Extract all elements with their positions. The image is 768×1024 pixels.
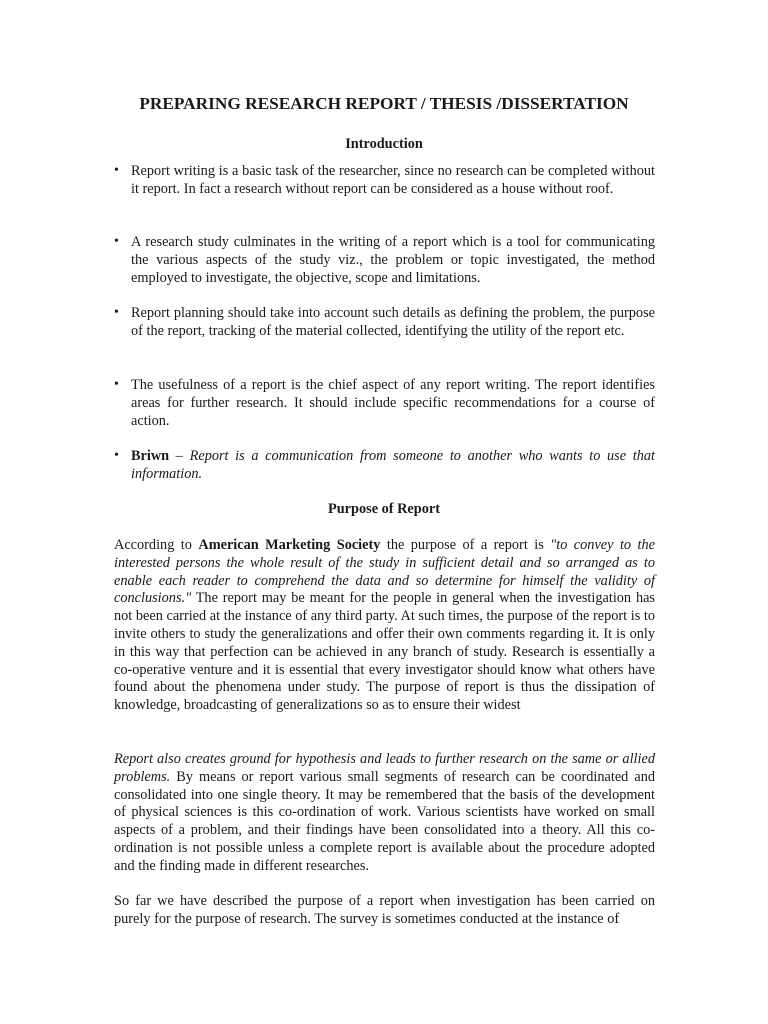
bullet-item [114,233,655,287]
bullet-icon: • [114,448,119,463]
document-title: PREPARING RESEARCH REPORT / THESIS /DISSERTATION [139,94,629,113]
bullet-icon: • [114,234,119,249]
bullet-text: A research study culminates in the writing of a report which is a tool for communicating the various aspects of the study viz., the problem or topic investigated, the method employed to investigate, the objective, scope and limitations. [131,234,655,286]
bullet-text: Report planning should take into account such details as defining the problem, the purpose of the report, tracking of the material collected, identifying the utility of the report etc. [131,305,655,339]
organization-name: American Marketing Society [198,537,381,553]
bullet-icon: • [114,377,119,392]
bullet-text [131,447,655,483]
paragraph-text: the purpose of a report is [380,537,551,553]
purpose-heading: Purpose of Report [328,501,440,517]
paragraph [114,537,655,715]
author-name: Briwn [131,448,170,464]
paragraph-text: By means or report various small segments of research can be coordinated and consolidated into one single theory. It may be remembered that the basis of the development of physical sciences is this co-ordination of work. Various scientists have worked on small aspects of a problem, and their findings have been consolidated into a theory. All this co-ordination is not possible unless a complete report is available about the procedure adopted and the finding made in different researches. [114,768,655,874]
author-quote: Report is a communication from someone to another who wants to use that information. [131,448,655,482]
bullet-item-briwn [114,447,655,483]
bullet-text: Report writing is a basic task of the researcher, since no research can be completed without it report. In fact a research without report can be considered as a house without roof. [131,163,655,197]
bullet-icon: • [114,305,119,320]
bullet-item [114,376,655,430]
dash: – [169,448,190,464]
bullet-item [114,304,655,340]
paragraph [114,751,655,876]
paragraph-text: The report may be meant for the people in general when the investigation has not been carried at the instance of any third party. At such times, the purpose of the report is to invite others to study the generalizations and offer their own comments regarding it. It is only in this way that perfection can be achieved in any branch of study. Research is essentially a co-operative venture and it is essential that every investigator should know what others have found about the phenomena under study. The purpose of report is thus the dissipation of knowledge, broadcasting of generalizations so as to ensure their widest [114,590,655,714]
italic-statement: Report also creates ground for hypothesis and leads to further research on the same or allied problems. [114,751,655,785]
bullet-item [114,162,655,198]
bullet-icon: • [114,163,119,178]
introduction-heading: Introduction [345,136,423,152]
bullet-text: The usefulness of a report is the chief aspect of any report writing. The report identifies areas for further research. It should include specific recommendations for a course of action. [131,377,655,429]
quoted-definition: "to convey to the interested persons the whole result of the study in sufficient detail and so arranged as to enable each reader to comprehend the data and so determine for himself the validity of conclusions." [114,537,655,607]
paragraph: So far we have described the purpose of a report when investigation has been carried on purely for the purpose of research. The survey is sometimes conducted at the instance of [114,893,655,927]
paragraph-text: According to [114,537,199,553]
